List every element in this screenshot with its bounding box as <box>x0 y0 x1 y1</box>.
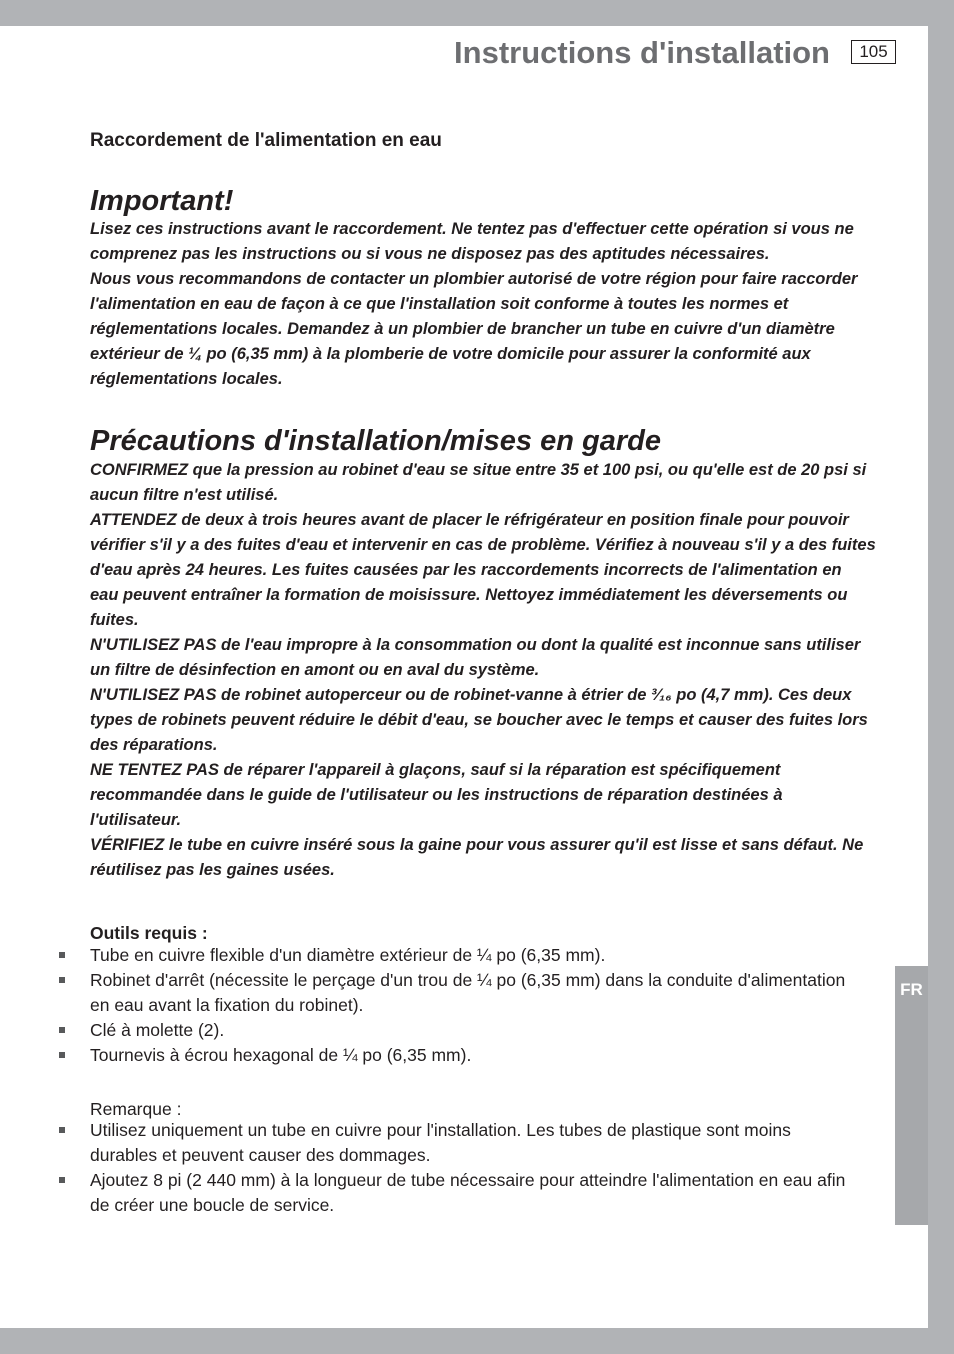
language-tab <box>895 966 928 1225</box>
section-heading: Raccordement de l'alimentation en eau <box>90 130 442 151</box>
list-item <box>90 1168 845 1218</box>
list-item <box>90 1043 845 1068</box>
precautions-line: eau peuvent entraîner la formation de moisissure. Nettoyez immédiatement les déversements ou <box>90 586 848 604</box>
list-item-text: Robinet d'arrêt (nécessite le perçage d'un trou de ¼ po (6,35 mm) dans la conduite d'alimentation <box>90 970 846 990</box>
important-line: Nous vous recommandons de contacter un plombier autorisé de votre région pour faire raccorder <box>90 270 858 288</box>
list-item-text: Tournevis à écrou hexagonal de ¼ po (6,35 mm). <box>90 1045 472 1065</box>
important-line: comprenez pas les instructions ou si vous ne disposez pas des aptitudes nécessaires. <box>90 245 770 263</box>
square-bullet-icon <box>59 1052 65 1058</box>
page-title: Instructions d'installation <box>454 35 830 70</box>
tools-label: Outils requis : <box>90 923 208 943</box>
important-heading: Important! <box>90 185 234 217</box>
list-item <box>90 1118 845 1168</box>
precautions-line: NE TENTEZ PAS de réparer l'appareil à glaçons, sauf si la réparation est spécifiquement <box>90 761 781 779</box>
tools-list <box>90 943 845 1068</box>
precautions-line: CONFIRMEZ que la pression au robinet d'eau se situe entre 35 et 100 psi, ou qu'elle est de 20 psi si <box>90 461 867 479</box>
precautions-line: N'UTILISEZ PAS de l'eau impropre à la consommation ou dont la qualité est inconnue sans utiliser <box>90 636 861 654</box>
important-line: réglementations locales. Demandez à un plombier de brancher un tube en cuivre d'un diamètre <box>90 320 835 338</box>
precautions-line: types de robinets peuvent réduire le débit d'eau, se boucher avec le temps et causer des fuites lors <box>90 711 868 729</box>
precautions-line: réutilisez pas les gaines usées. <box>90 861 335 879</box>
precautions-line: vérifier s'il y a des fuites d'eau et intervenir en cas de problème. Vérifiez à nouveau s'il y a des fuites <box>90 536 876 554</box>
important-line: l'alimentation en eau de façon à ce que l'installation soit conforme à toutes les normes et <box>90 295 789 313</box>
square-bullet-icon <box>59 952 65 958</box>
important-line: réglementations locales. <box>90 370 283 388</box>
language-tab-label: FR <box>900 980 923 999</box>
square-bullet-icon <box>59 1027 65 1033</box>
list-item-text: Ajoutez 8 pi (2 440 mm) à la longueur de tube nécessaire pour atteindre l'alimentation en eau afin <box>90 1170 846 1190</box>
important-paragraph <box>90 217 857 392</box>
list-item-text: Clé à molette (2). <box>90 1020 225 1040</box>
precautions-line: N'UTILISEZ PAS de robinet autoperceur ou de robinet-vanne à étrier de ³⁄₁₆ po (4,7 mm). Ces deux <box>90 686 852 704</box>
precautions-line: ATTENDEZ de deux à trois heures avant de placer le réfrigérateur en position finale pour pouvoir <box>90 511 849 529</box>
precautions-line: l'utilisateur. <box>90 811 182 829</box>
list-item-text: Tube en cuivre flexible d'un diamètre extérieur de ¼ po (6,35 mm). <box>90 945 606 965</box>
important-line: Lisez ces instructions avant le raccordement. Ne tentez pas d'effectuer cette opération si vous ne <box>90 220 854 238</box>
precautions-line: VÉRIFIEZ le tube en cuivre inséré sous la gaine pour vous assurer qu'il est lisse et sans défaut. Ne <box>90 836 864 854</box>
precautions-line: aucun filtre n'est utilisé. <box>90 486 279 504</box>
precautions-paragraph <box>90 458 876 883</box>
remark-label: Remarque : <box>90 1099 182 1119</box>
square-bullet-icon <box>59 1177 65 1183</box>
precautions-heading: Précautions d'installation/mises en garde <box>90 425 661 457</box>
precautions-line: fuites. <box>90 611 139 629</box>
important-line: extérieur de ¼ po (6,35 mm) à la plomberie de votre domicile pour assurer la conformité aux <box>90 345 811 363</box>
list-item <box>90 943 845 968</box>
list-item-text: en eau avant la fixation du robinet). <box>90 995 364 1015</box>
precautions-line: recommandée dans le guide de l'utilisateur ou les instructions de réparation destinées à <box>90 786 783 804</box>
square-bullet-icon <box>59 977 65 983</box>
list-item <box>90 968 845 1018</box>
precautions-line: d'eau après 24 heures. Les fuites causées par les raccordements incorrects de l'alimentation en <box>90 561 842 579</box>
precautions-line: un filtre de désinfection en amont ou en aval du système. <box>90 661 540 679</box>
list-item-text: Utilisez uniquement un tube en cuivre pour l'installation. Les tubes de plastique sont moins <box>90 1120 791 1140</box>
square-bullet-icon <box>59 1127 65 1133</box>
list-item <box>90 1018 845 1043</box>
precautions-line: des réparations. <box>90 736 218 754</box>
page-number-box: 105 <box>851 40 896 64</box>
list-item-text: durables et peuvent causer des dommages. <box>90 1145 431 1165</box>
list-item-text: de créer une boucle de service. <box>90 1195 335 1215</box>
remark-list <box>90 1118 845 1218</box>
